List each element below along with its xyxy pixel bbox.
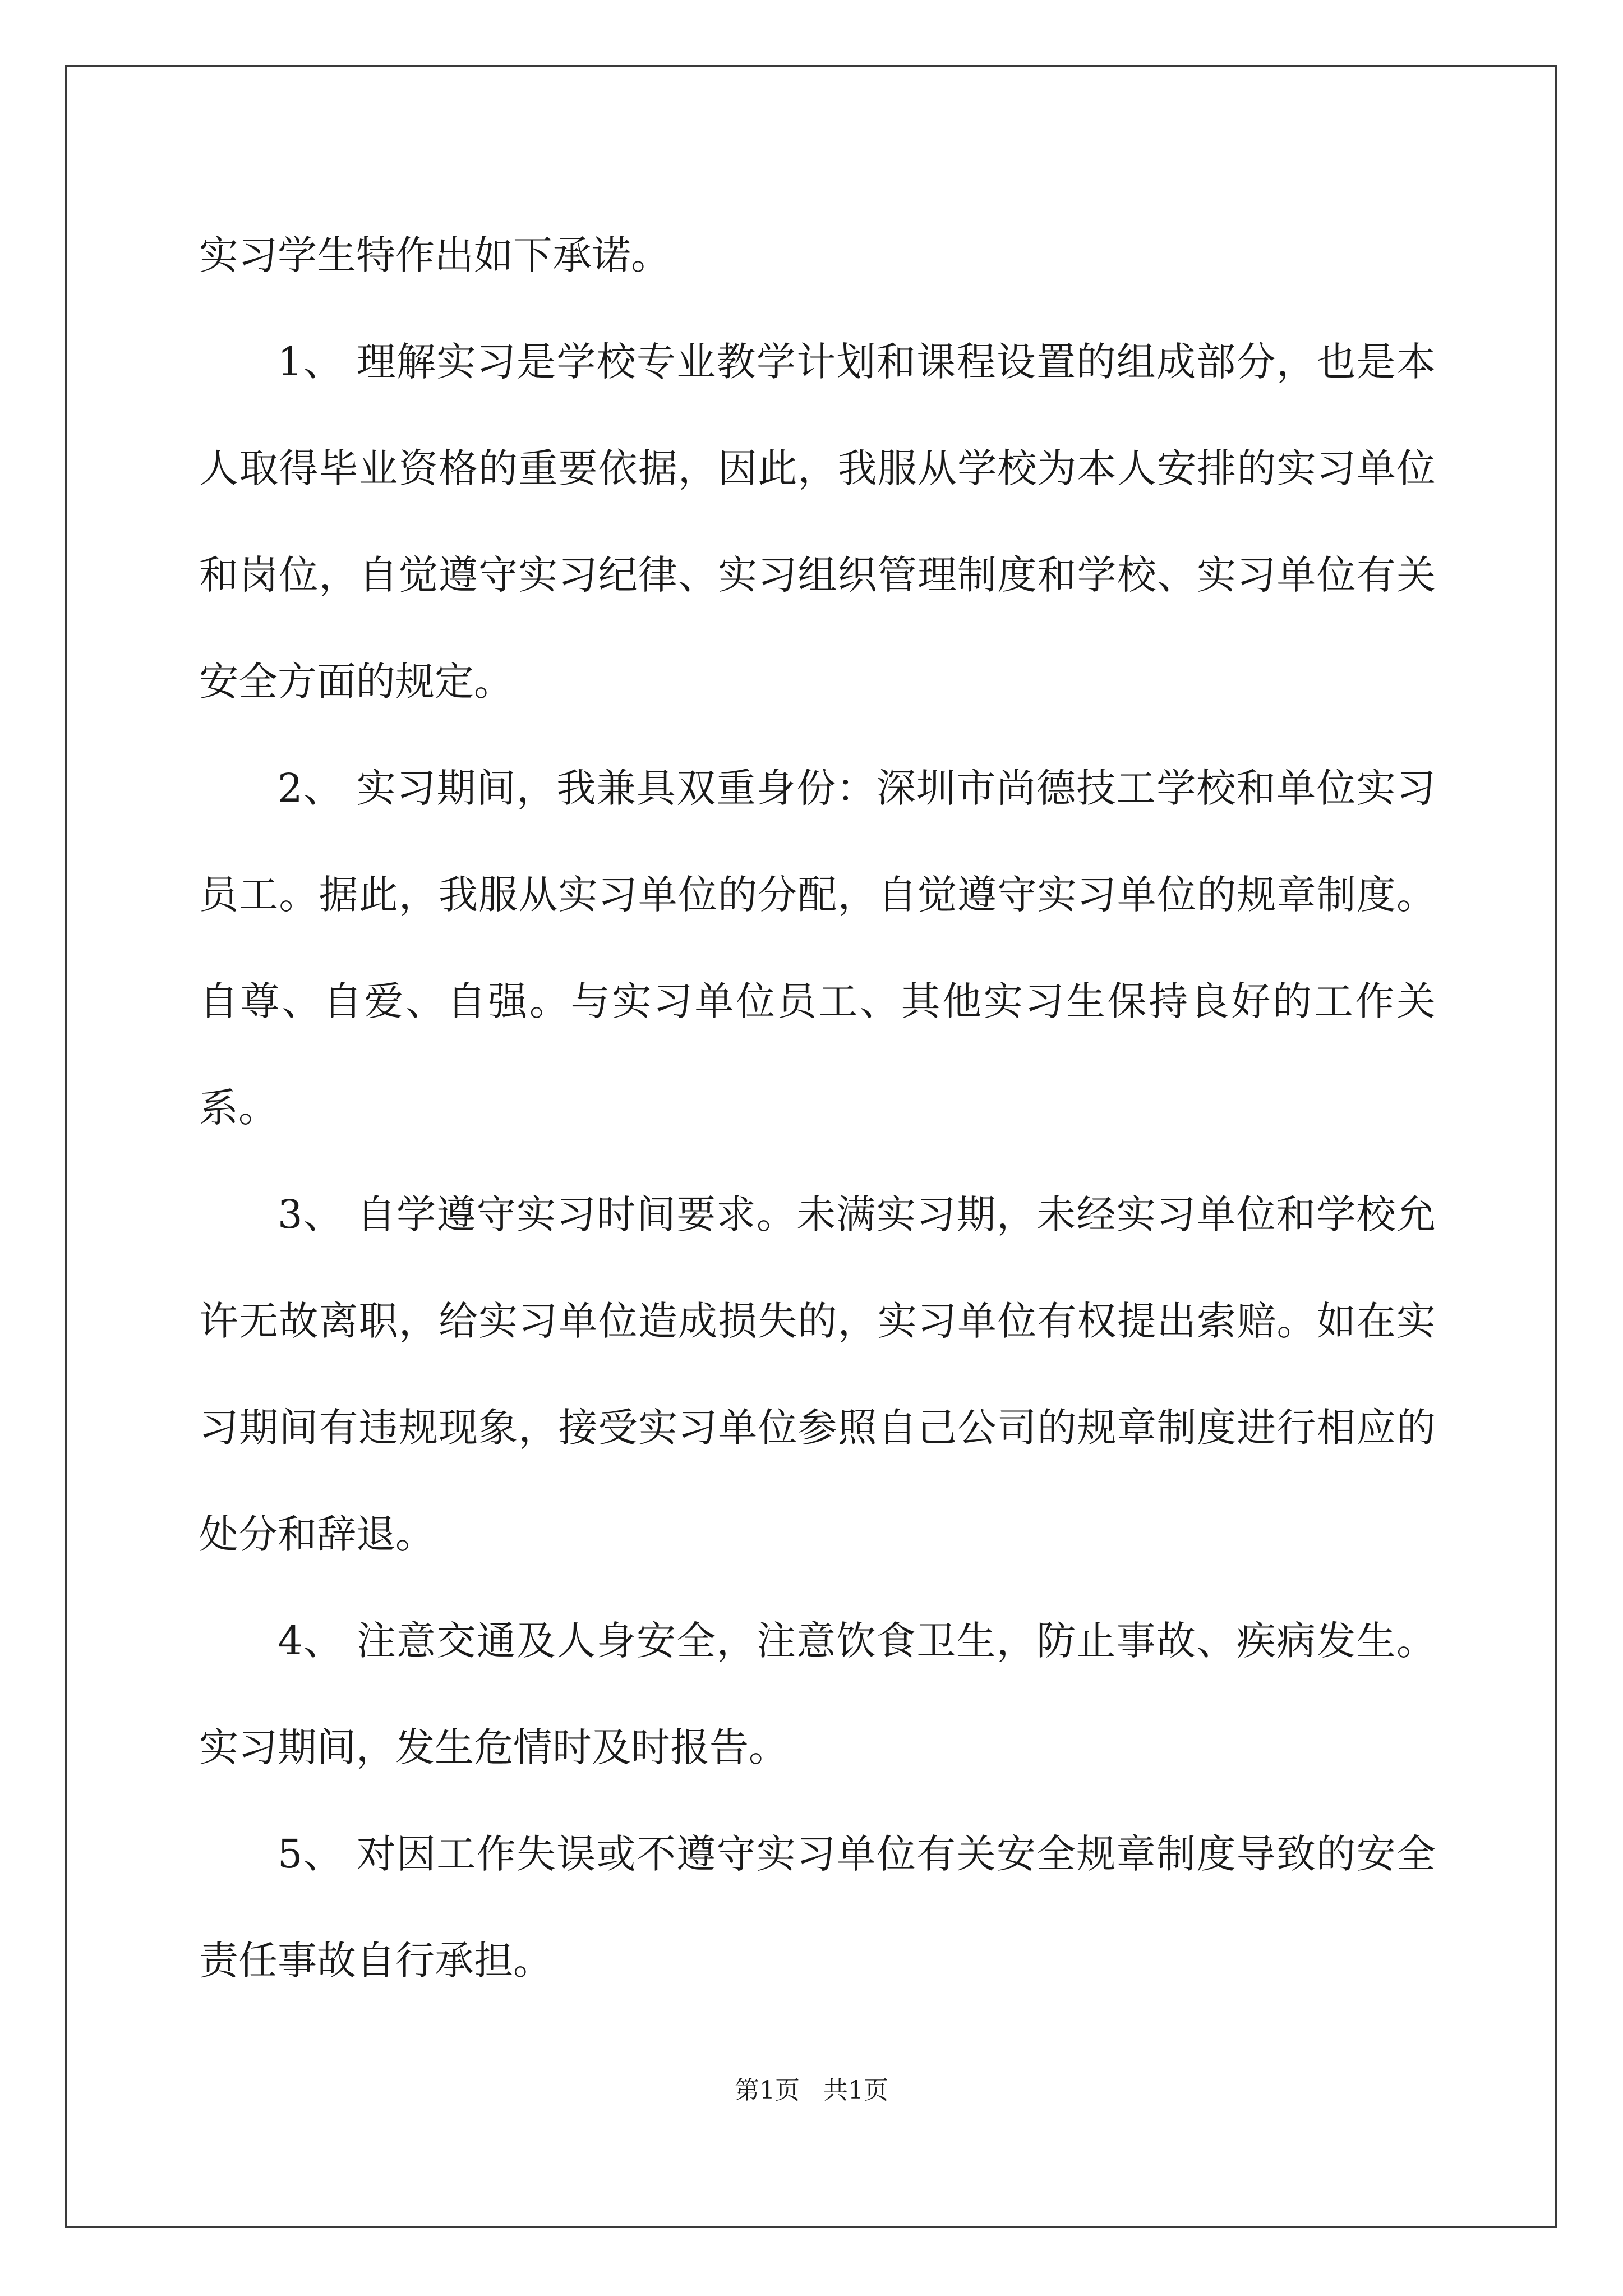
paragraph-item-2: 2、 实习期间，我兼具双重身份：深圳市尚德技工学校和单位实习员工。据此，我服从实习单位的分配，自觉遵守实习单位的规章制度。自尊、自爱、自强。与实习单位员工、其他实习生保持良好的工作关系。 (199, 765, 1436, 1131)
page-footer (0, 2070, 1623, 2106)
paragraph-item-4: 4、 注意交通及人身安全，注意饮食卫生，防止事故、疾病发生。实习期间，发生危情时及时报告。 (199, 1618, 1436, 1770)
paragraph-intro: 实习学生特作出如下承诺。 (199, 232, 670, 278)
page-number: 第1页 (735, 2076, 800, 2105)
paragraph-item-3: 3、 自学遵守实习时间要求。未满实习期，未经实习单位和学校允许无故离职，给实习单位造成损失的，实习单位有权提出索赔。如在实习期间有违规现象，接受实习单位参照自己公司的规章制度进行相应的处分和辞退。 (199, 1191, 1436, 1557)
document-body (199, 202, 1436, 2014)
paragraph-item-5: 5、 对因工作失误或不遵守实习单位有关安全规章制度导致的安全责任事故自行承担。 (199, 1831, 1436, 1984)
paragraph-item-1: 1、 理解实习是学校专业教学计划和课程设置的组成部分，也是本人取得毕业资格的重要依据，因此，我服从学校为本人安排的实习单位和岗位，自觉遵守实习纪律、实习组织管理制度和学校、实习单位有关安全方面的规定。 (199, 339, 1436, 705)
page-total: 共1页 (823, 2076, 888, 2105)
